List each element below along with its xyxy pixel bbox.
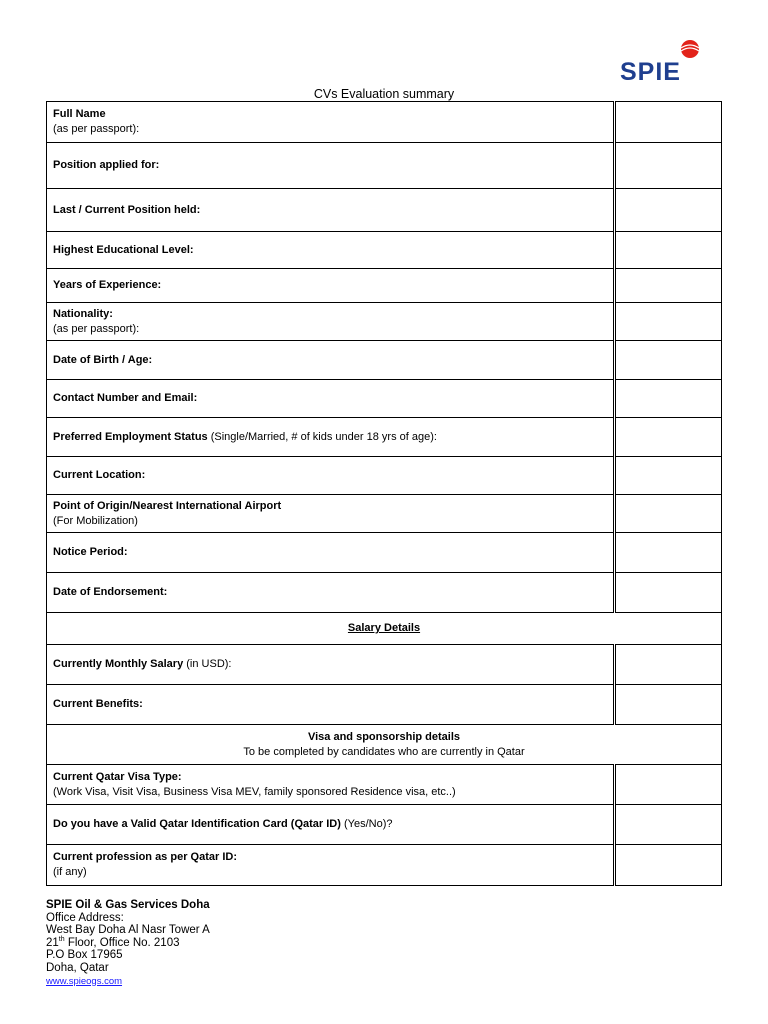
- footer-address: [46, 899, 210, 988]
- footer-po-box: P.O Box 17965: [46, 949, 123, 962]
- visa-type-field[interactable]: [615, 765, 722, 805]
- notice-label: Notice Period:: [53, 546, 128, 558]
- row-position-applied: [47, 143, 722, 189]
- location-field[interactable]: [615, 457, 722, 495]
- dob-field[interactable]: [615, 341, 722, 380]
- contact-label: Contact Number and Email:: [53, 392, 198, 404]
- visa-type-label: Current Qatar Visa Type:: [53, 770, 182, 783]
- row-benefits: [47, 685, 722, 725]
- endorsement-field[interactable]: [615, 573, 722, 613]
- evaluation-form: [46, 101, 722, 886]
- origin-label: Point of Origin/Nearest International Airport: [53, 499, 282, 512]
- row-experience: [47, 269, 722, 303]
- experience-label: Years of Experience:: [53, 279, 162, 291]
- employment-status-label: Preferred Employment Status: [53, 430, 208, 443]
- contact-field[interactable]: [615, 380, 722, 418]
- page-title: CVs Evaluation summary: [313, 87, 455, 101]
- row-monthly-salary: [47, 645, 722, 685]
- row-education: [47, 232, 722, 269]
- location-label: Current Location:: [53, 469, 146, 481]
- last-position-label: Last / Current Position held:: [53, 203, 201, 216]
- notice-field[interactable]: [615, 533, 722, 573]
- last-position-field[interactable]: [615, 189, 722, 232]
- row-last-position: [47, 189, 722, 232]
- row-endorsement: [47, 573, 722, 613]
- qatar-id-field[interactable]: [615, 805, 722, 845]
- dob-label: Date of Birth / Age:: [53, 353, 153, 366]
- logo-wordmark: SPIE: [620, 58, 681, 84]
- footer-address-line: West Bay Doha Al Nasr Tower A: [46, 924, 210, 937]
- row-contact: [47, 380, 722, 418]
- employment-status-note: (Single/Married, # of kids under 18 yrs of age):: [207, 430, 437, 443]
- visa-type-note: (Work Visa, Visit Visa, Business Visa MEV, family sponsored Residence visa, etc..): [53, 785, 456, 798]
- profession-note: (if any): [53, 866, 87, 878]
- profession-field[interactable]: [615, 845, 722, 886]
- qatar-id-label: Do you have a Valid Qatar Identification Card (Qatar ID): [53, 818, 341, 830]
- visa-section-note: To be completed by candidates who are currently in Qatar: [243, 745, 525, 758]
- nationality-note: (as per passport):: [53, 322, 140, 335]
- row-notice: [47, 533, 722, 573]
- education-field[interactable]: [615, 232, 722, 269]
- nationality-field[interactable]: [615, 303, 722, 341]
- full-name-label: Full Name: [53, 108, 106, 120]
- visa-section-heading: Visa and sponsorship details: [307, 730, 460, 743]
- row-employment-status: [47, 418, 722, 457]
- footer-city: Doha, Qatar: [46, 961, 109, 974]
- nationality-label: Nationality:: [53, 307, 113, 320]
- profession-label: Current profession as per Qatar ID:: [53, 851, 237, 863]
- employment-status-field[interactable]: [615, 418, 722, 457]
- spie-logo: [618, 38, 724, 84]
- benefits-label: Current Benefits:: [53, 698, 143, 710]
- footer-company: SPIE Oil & Gas Services Doha: [46, 899, 210, 911]
- footer-floor: 21th Floor, Office No. 2103: [46, 935, 180, 949]
- row-dob: [47, 341, 722, 380]
- row-qatar-id: [47, 805, 722, 845]
- row-nationality: [47, 303, 722, 341]
- origin-field[interactable]: [615, 495, 722, 533]
- endorsement-label: Date of Endorsement:: [53, 586, 168, 598]
- footer-office-label: Office Address:: [46, 911, 124, 924]
- row-profession: [47, 845, 722, 886]
- full-name-note: (as per passport):: [53, 123, 140, 135]
- row-full-name: [47, 102, 722, 143]
- position-applied-label: Position applied for:: [53, 159, 160, 171]
- salary-section-heading: Salary Details: [347, 622, 421, 634]
- row-origin: [47, 495, 722, 533]
- benefits-field[interactable]: [615, 685, 722, 725]
- monthly-salary-field[interactable]: [615, 645, 722, 685]
- row-visa-header: [47, 725, 722, 765]
- experience-field[interactable]: [615, 269, 722, 303]
- qatar-id-note: (Yes/No)?: [340, 818, 393, 830]
- row-visa-type: [47, 765, 722, 805]
- monthly-salary-note: (in USD):: [183, 658, 232, 670]
- education-label: Highest Educational Level:: [53, 243, 194, 256]
- footer-website-link[interactable]: www.spieogs.com: [46, 975, 123, 987]
- row-salary-header: [47, 613, 722, 645]
- monthly-salary-label: Currently Monthly Salary: [53, 658, 184, 670]
- row-location: [47, 457, 722, 495]
- full-name-field[interactable]: [615, 102, 722, 143]
- position-applied-field[interactable]: [615, 143, 722, 189]
- origin-note: (For Mobilization): [53, 514, 138, 527]
